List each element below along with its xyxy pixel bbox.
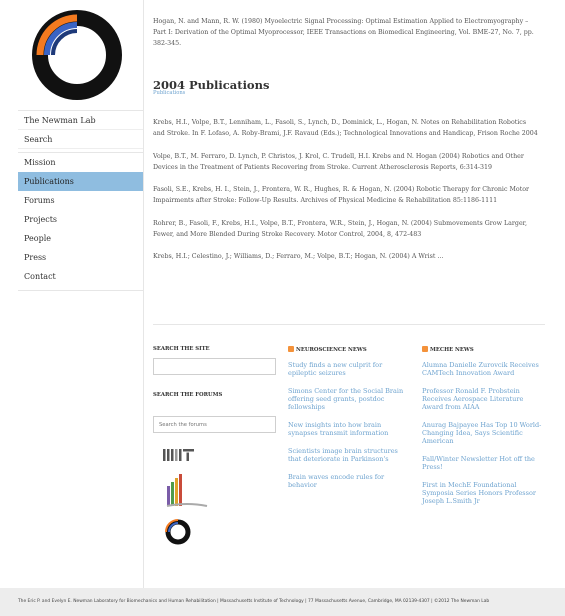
mit-logo[interactable] [163, 448, 195, 462]
menu-item-contact[interactable]: Contact [24, 272, 56, 281]
news-link[interactable]: Professor Ronald F. Probstein Receives Aerospace Literature Award from AIAA [422, 387, 524, 411]
menu-item-projects[interactable]: Projects [24, 215, 58, 224]
menu-item-mission[interactable]: Mission [24, 158, 56, 167]
news-link[interactable]: Simons Center for the Social Brain offering seed grants, postdoc fellowships [288, 387, 404, 411]
news-link[interactable]: Study finds a new culprit for epileptic seizures [288, 361, 383, 377]
search-forums-input[interactable] [153, 416, 276, 433]
news-link[interactable]: Alumna Danielle Zurovcik Receives CAMTech Innovation Award [422, 361, 539, 377]
menu-item-press[interactable]: Press [24, 253, 47, 262]
main-menu [18, 152, 143, 286]
breadcrumb[interactable]: Publications [153, 90, 186, 96]
news-link[interactable]: Scientists image brain structures that deteriorate in Parkinson's [288, 447, 398, 463]
lab-nav [18, 110, 143, 149]
reference-item: Volpe, B.T., M. Ferraro, D. Lynch, P. Christos, J. Krol, C. Trudell, H.I. Krebs and N. Hogan (2004) Robotics and Other Devices in the Treatment of Patients Recovering from Stroke. Current Atherosclerosis Reports, 6:314-319 [153, 153, 524, 172]
page-title: 2004 Publications [153, 77, 270, 92]
rss-icon[interactable] [422, 346, 428, 352]
sidebar [18, 0, 144, 588]
nav-link-search[interactable]: Search [18, 130, 143, 149]
news-link[interactable]: First in MechE Foundational Symposia Series Honors Professor Joseph L.Smith Jr [422, 481, 536, 505]
menu-divider [18, 290, 143, 291]
meche-news-list [422, 361, 542, 515]
menu-item-forums[interactable]: Forums [24, 196, 55, 205]
reference-item: Krebs, H.I., Volpe, B.T., Lenniham, L., Fasoli, S., Lynch, D., Dominick, L., Hogan, N. Notes on Rehabilitation Robotics and Stroke. In F. Lofaso, A. Roby-Brami, J.F. Ravaud (Eds.); Technological Innovations and Handicap, Frison Roche 2004 [153, 119, 538, 138]
reference-item: Rohrer, B., Fasoli, F., Krebs, H.I., Volpe, B.T., Frontera, W.R., Stein, J., Hogan, N. (2004) Submovements Grow Larger, Fewer, and More Blended During Stroke Recovery. Motor Control, 2004, 8, 472-483 [153, 220, 527, 239]
meche-logo[interactable] [163, 472, 209, 510]
neuroscience-news-list [288, 361, 408, 499]
news-link[interactable]: Brain waves encode rules for behavior [288, 473, 385, 489]
meche-news-title [422, 346, 474, 353]
section-divider [153, 324, 545, 325]
news-link[interactable]: Fall/Winter Newsletter Hot off the Press! [422, 455, 535, 471]
reference-item: Krebs, H.I.; Celestino, J.; Williams, D.; Ferraro, M.; Volpe, B.T.; Hogan, N. (2004) A Wrist ... [153, 253, 444, 261]
rss-icon[interactable] [288, 346, 294, 352]
search-site-input[interactable] [153, 358, 276, 375]
newman-lab-logo[interactable] [32, 10, 122, 100]
news-link[interactable]: Anurag Bajpayee Has Top 10 World-Changing Idea, Says Scientific American [422, 421, 542, 445]
news-link[interactable]: New insights into how brain synapses transmit information [288, 421, 389, 437]
reference-item: Fasoli, S.E., Krebs, H. I., Stein, J., Frontera, W. R., Hughes, R. & Hogan, N. (2004) Robotic Therapy for Chronic Motor Impairments after Stroke: Follow-Up Results. Archives of Physical Medicine & Rehabilitation 85:1186-1111 [153, 186, 530, 205]
reference-top: Hogan, N. and Mann, R. W. (1980) Myoelectric Signal Processing: Optimal Estimation Applied to Electromyography – Part I: Derivation of the Optimal Myoprocessor, IEEE Transactions on Biomedical Engineering, Vol. BME-27, No. 7, pp. 382-345. [153, 18, 534, 48]
search-forums-title: SEARCH THE FORUMS [153, 392, 223, 398]
newman-lab-small-logo[interactable] [163, 517, 193, 547]
neuroscience-news-label: NEUROSCIENCE NEWS [296, 347, 367, 353]
nav-link-newman-lab[interactable]: The Newman Lab [18, 111, 143, 130]
meche-news-label: MECHE NEWS [430, 347, 474, 353]
footer-text: The Eric P. and Evelyn E. Newman Laboratory for Biomechanics and Human Rehabilitation | Massachusetts Institute of Technology | 77 Massachusetts Avenue, Cambridge, MA 02139-4307 | ©2012 The Newman Lab [18, 599, 490, 604]
search-site-title: SEARCH THE SITE [153, 346, 210, 352]
footer [0, 588, 565, 616]
menu-item-publications[interactable]: Publications [18, 172, 143, 191]
neuroscience-news-title [288, 346, 367, 353]
menu-item-people[interactable]: People [24, 234, 51, 243]
